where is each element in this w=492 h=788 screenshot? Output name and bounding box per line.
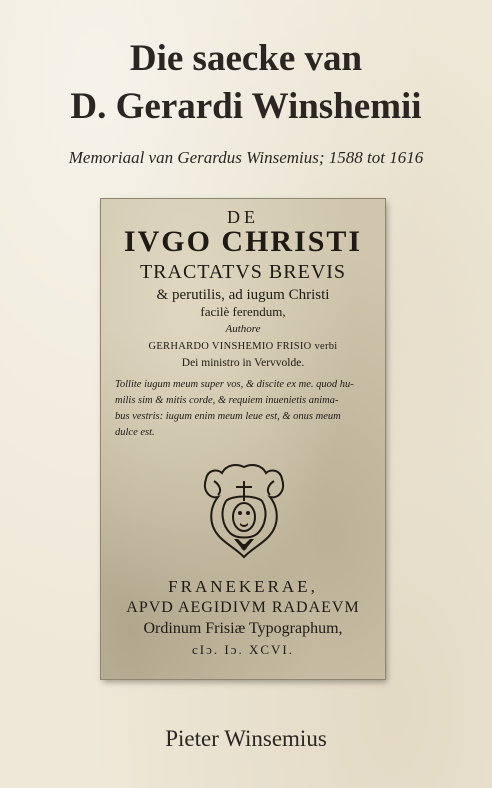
plate-de: DE — [227, 207, 259, 227]
title-line-2: D. Gerardi Winshemii — [70, 86, 422, 127]
plate-authore: Authore — [225, 323, 261, 335]
plate-quote-line-2: milis sim & mitis corde, & requiem inuenietis anima- — [115, 395, 339, 406]
plate-gerhardo: GERHARDO VINSHEMIO FRISIO verbi — [148, 341, 338, 352]
plate-franekerae: FRANEKERAE, — [168, 577, 318, 596]
plate-iugo-christi: IVGO CHRISTI — [123, 225, 363, 258]
author-name: Pieter Winsemius — [165, 726, 327, 751]
plate-quote-line-4: dulce est. — [115, 427, 155, 438]
subtitle: Memoriaal van Gerardus Winsemius; 1588 tot 1616 — [68, 148, 424, 167]
printers-mark-ornament-icon — [196, 461, 292, 561]
plate-facile: facilè ferendum, — [200, 304, 286, 319]
plate-perutilis: & perutilis, ad iugum Christi — [156, 287, 330, 303]
plate-year: cIɔ. Iɔ. XCVI. — [192, 642, 294, 657]
title-line-1: Die saecke van — [129, 38, 363, 79]
plate-dei-ministro: Dei ministro in Vervvolde. — [181, 357, 305, 369]
plate-ordinum: Ordinum Frisiæ Typographum, — [143, 620, 343, 637]
title-page-plate — [101, 199, 385, 679]
plate-quote-line-3: bus vestris: iugum enim meum leue est, & onus meum — [115, 411, 341, 422]
plate-apud: APVD AEGIDIVM RADAEVM — [126, 599, 360, 616]
plate-tractatus: TRACTATVS BREVIS — [139, 261, 347, 283]
plate-quote-line-1: Tollite iugum meum super vos, & discite ex me. quod hu- — [115, 379, 354, 390]
